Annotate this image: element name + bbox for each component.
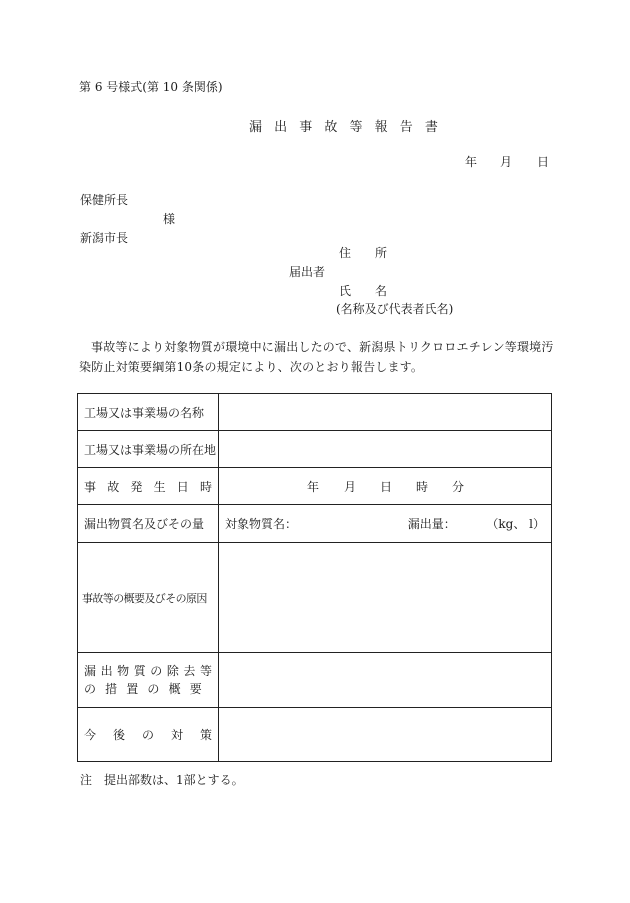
accident-datetime-field[interactable] xyxy=(219,468,552,505)
removal-measures-label xyxy=(78,653,219,708)
leak-unit-label: （kg、 l） xyxy=(486,517,545,531)
facility-location-field[interactable] xyxy=(219,431,552,468)
datetime-month-label: 月 xyxy=(343,479,356,494)
datetime-hour-label: 時 xyxy=(415,479,428,494)
notifier-address-label: 住 所 xyxy=(339,246,388,260)
label-char: の xyxy=(147,682,160,696)
future-measures-field[interactable] xyxy=(219,708,552,762)
label-char: 故 xyxy=(107,479,120,494)
label-char: 要 xyxy=(189,682,202,696)
label-char: 除 xyxy=(166,664,179,678)
label-char: の xyxy=(84,682,97,696)
table-row xyxy=(78,708,552,762)
label-char: 生 xyxy=(153,479,166,494)
label-char: 置 xyxy=(126,682,139,696)
label-char: の xyxy=(150,664,163,678)
table-row xyxy=(78,394,552,431)
form-number: 第 6 号様式(第 10 条関係) xyxy=(79,80,223,94)
accident-datetime-label xyxy=(78,468,219,505)
notifier-name-label: 氏 名 xyxy=(339,284,388,298)
removal-measures-field[interactable] xyxy=(219,653,552,708)
label-char: 発 xyxy=(130,479,143,494)
label-char: 今 xyxy=(84,728,97,742)
facility-name-label: 工場又は事業場の名称 xyxy=(78,394,219,431)
label-char: 漏 xyxy=(84,664,97,678)
datetime-minute-label: 分 xyxy=(451,479,464,494)
label-char: の xyxy=(141,728,154,742)
label-char: 概 xyxy=(168,682,181,696)
addressee-honorific: 様 xyxy=(163,212,176,226)
label-char: 措 xyxy=(105,682,118,696)
date-month-label: 月 xyxy=(500,155,513,169)
date-day-label: 日 xyxy=(537,155,550,169)
label-char: 出 xyxy=(100,664,113,678)
table-row xyxy=(78,505,552,543)
facility-name-field[interactable] xyxy=(219,394,552,431)
label-char: 時 xyxy=(199,479,212,494)
leaked-substance-field[interactable] xyxy=(219,505,552,543)
document-title: 漏 出 事 故 等 報 告 書 xyxy=(249,120,442,135)
datetime-day-label: 日 xyxy=(379,479,392,494)
label-char: 去 xyxy=(183,664,196,678)
label-char: 日 xyxy=(176,479,189,494)
label-char: 物 xyxy=(117,664,130,678)
table-row xyxy=(78,431,552,468)
notifier-name-note: (名称及び代表者氏名) xyxy=(336,302,454,316)
addressee-health-center: 保健所長 xyxy=(80,193,129,207)
label-char: 質 xyxy=(133,664,146,678)
label-char: 事 xyxy=(84,479,97,494)
leaked-substance-label: 漏出物質名及びその量 xyxy=(78,505,219,543)
footnote: 注 提出部数は、1部とする。 xyxy=(80,773,244,787)
addressee-mayor: 新潟市長 xyxy=(80,231,129,245)
substance-name-label: 対象物質名： xyxy=(225,517,298,531)
label-char: 対 xyxy=(170,728,183,742)
table-row xyxy=(78,543,552,653)
future-measures-label xyxy=(78,708,219,762)
accident-summary-label xyxy=(78,543,219,653)
label-char: 後 xyxy=(112,728,125,742)
table-row xyxy=(78,468,552,505)
date-year-label: 年 xyxy=(465,155,478,169)
label-char: 策 xyxy=(199,728,212,742)
facility-location-label: 工場又は事業場の所在地 xyxy=(78,431,219,468)
leak-amount-label: 漏出量： xyxy=(407,517,456,531)
label-char: 等 xyxy=(199,664,212,678)
report-body-text: 事故等により対象物質が環境中に漏出したので、新潟県トリクロロエチレン等環境汚染防止対策要綱第10条の規定により、次のとおり報告します。 xyxy=(79,340,554,374)
notifier-label: 届出者 xyxy=(289,265,326,279)
table-row xyxy=(78,653,552,708)
accident-summary-field[interactable] xyxy=(219,543,552,653)
accident-summary-label-text: 事故等の概要及びその原因 xyxy=(82,591,207,605)
datetime-year-label: 年 xyxy=(306,479,319,494)
report-table xyxy=(77,393,552,762)
